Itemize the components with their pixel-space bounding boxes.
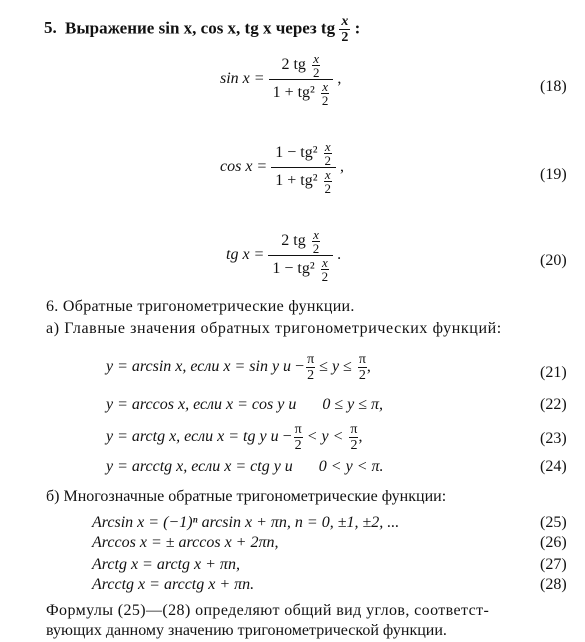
formula-denominator xyxy=(271,168,336,195)
row-left: y = arctg x, если x = tg y и xyxy=(106,428,279,446)
section-5-heading xyxy=(44,14,360,45)
equation-number-24: (24) xyxy=(540,458,567,475)
pi: π xyxy=(294,422,302,437)
equation-number-28: (28) xyxy=(540,576,567,593)
equation-number-21: (21) xyxy=(540,364,567,381)
section-number: 5. xyxy=(44,18,57,38)
formula-numerator xyxy=(271,140,336,168)
formula-20: tg x = 2 tg $\frac{x}{2}$ 1 − tg² $\frac{x}{2}$ . xyxy=(226,227,342,284)
equation-number-19: (19) xyxy=(540,166,567,183)
equation-number-18: (18) xyxy=(540,78,567,95)
row-comma: , xyxy=(366,358,371,376)
row-comma: , xyxy=(358,428,363,446)
equation-number-27: (27) xyxy=(540,556,567,573)
mini-fraction xyxy=(312,52,321,79)
multivalued-28: Arcctg x = arcctg x + πn. xyxy=(92,576,255,593)
equation-number-20: (20) xyxy=(540,252,567,269)
mini-fraction xyxy=(321,256,330,283)
row-inequality: 0 ≤ y ≤ π, xyxy=(322,396,384,413)
denominator-text: 1 + tg² xyxy=(272,84,319,102)
minus-sign: − xyxy=(295,358,305,376)
numerator-text: 2 tg xyxy=(281,232,306,250)
mini-den: 2 xyxy=(324,153,331,168)
formula-fraction xyxy=(268,228,333,283)
equation-number-25: (25) xyxy=(540,514,567,531)
mini-num: x xyxy=(322,79,328,94)
inverse-row-23 xyxy=(106,422,362,453)
inequality-middle: ≤ y ≤ xyxy=(315,358,356,376)
mini-den: 2 xyxy=(321,269,329,284)
pi-half-fraction xyxy=(294,422,303,453)
multivalued-26: Arccos x = ± arccos x + 2πn, xyxy=(92,534,279,551)
two: 2 xyxy=(358,368,366,383)
mini-num: x xyxy=(321,255,328,270)
heading-frac-den: 2 xyxy=(341,30,349,45)
formula-lhs: sin x = xyxy=(220,70,265,88)
equation-number-26: (26) xyxy=(540,534,567,551)
mini-fraction xyxy=(324,168,333,195)
two: 2 xyxy=(307,368,315,383)
equation-number-23: (23) xyxy=(540,430,567,447)
mini-num: x xyxy=(313,227,319,242)
row-left: y = arcctg x, если x = ctg y и xyxy=(106,458,293,475)
mini-fraction xyxy=(321,80,330,107)
row-inequality: 0 < y < π. xyxy=(318,458,384,475)
numerator-text: 1 − tg² xyxy=(275,144,322,162)
mini-fraction xyxy=(324,140,333,167)
mini-den: 2 xyxy=(312,65,320,80)
formula-lhs: tg x = xyxy=(226,246,265,264)
formula-numerator xyxy=(269,52,334,80)
denominator-text: 1 − tg² xyxy=(272,260,319,278)
denominator-text: 1 + tg² xyxy=(275,172,322,190)
inverse-row-24 xyxy=(106,458,384,476)
section-heading-text: Выражение sin x, cos x, tg x через tg xyxy=(65,18,336,38)
inverse-row-22 xyxy=(106,396,383,414)
pi: π xyxy=(350,422,358,437)
mini-num: x xyxy=(324,167,331,182)
two: 2 xyxy=(350,438,358,453)
minus-sign: − xyxy=(282,428,292,446)
formula-denominator xyxy=(268,256,333,283)
mini-den: 2 xyxy=(321,93,329,108)
pi-half-fraction xyxy=(306,352,315,383)
note-line-2: вующих данному значению тригонометрической функции. xyxy=(46,622,447,639)
mini-den: 2 xyxy=(312,241,320,256)
two: 2 xyxy=(294,438,302,453)
numerator-text: 2 tg xyxy=(281,56,306,74)
formula-19: cos x = 1 − tg² $\frac{x}{2}$ 1 + tg² $\frac{x}{2}$ , xyxy=(220,139,344,196)
multivalued-27: Arctg x = arctg x + πn, xyxy=(92,556,240,573)
inequality-middle: < y < xyxy=(302,428,348,446)
note-line-1: Формулы (25)—(28) определяют общий вид углов, соответст- xyxy=(46,602,490,619)
row-left: y = arcsin x, если x = sin y и xyxy=(106,358,292,376)
heading-colon: : xyxy=(354,18,361,38)
heading-frac-num: x xyxy=(341,14,349,29)
pi: π xyxy=(307,352,315,367)
section-6-title: 6. Обратные тригонометрические функции. xyxy=(46,298,355,315)
mini-num: x xyxy=(313,51,320,66)
heading-fraction xyxy=(339,14,350,45)
section-6a-title: а) Главные значения обратных тригонометрических функций: xyxy=(46,320,502,337)
section-6b-title: б) Многозначные обратные тригонометрические функции: xyxy=(46,488,447,505)
formula-fraction xyxy=(271,140,336,195)
pi: π xyxy=(358,352,366,367)
pi-half-fraction xyxy=(358,352,367,383)
formula-denominator xyxy=(269,80,334,107)
mini-den: 2 xyxy=(324,181,331,196)
equation-number-22: (22) xyxy=(540,396,567,413)
inverse-row-21 xyxy=(106,352,371,383)
multivalued-25: Arcsin x = (−1)ⁿ arcsin x + πn, n = 0, ±1, ±2, ... xyxy=(92,514,400,531)
formula-numerator xyxy=(268,228,333,256)
mini-num: x xyxy=(324,139,331,154)
formula-lhs: cos x = xyxy=(220,158,268,176)
formula-fraction xyxy=(269,52,334,107)
mini-fraction xyxy=(312,228,321,255)
row-left: y = arccos x, если x = cos y и xyxy=(106,396,297,413)
formula-18: sin x = 2 tg $\frac{x}{2}$ 1 + tg² $\frac{x}{2}$ , xyxy=(220,51,342,108)
